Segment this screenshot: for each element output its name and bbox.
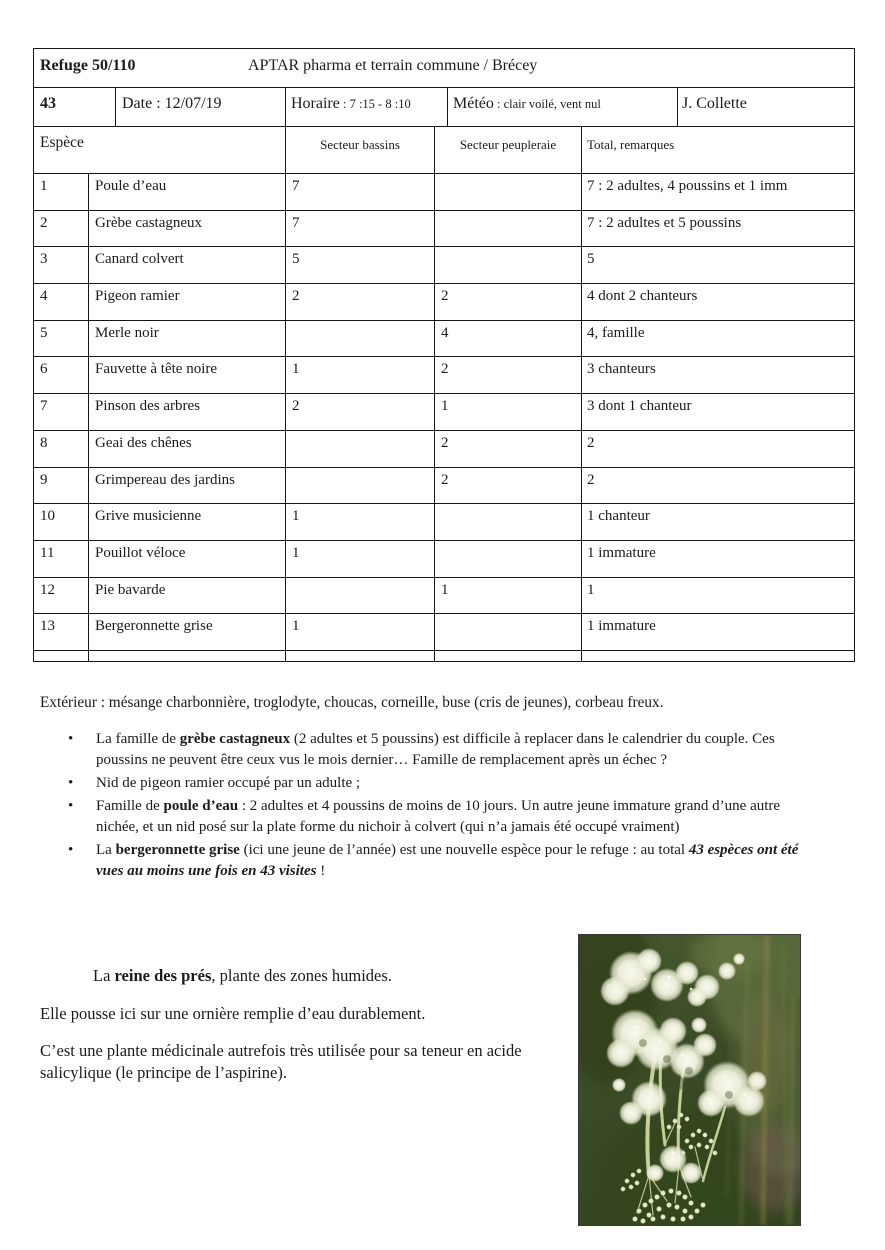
cell-species: Grimpereau des jardins xyxy=(89,468,286,504)
reine-des-pres-photo xyxy=(578,934,801,1226)
bullet-icon: • xyxy=(68,731,74,747)
cell-bassins: 7 xyxy=(286,211,435,247)
cell-peupleraie: 2 xyxy=(435,431,582,467)
cell-total: 1 chanteur xyxy=(587,508,650,525)
cell-total: 3 dont 1 chanteur xyxy=(587,398,692,415)
remark-item-poule-eau xyxy=(62,796,804,838)
visit-time xyxy=(286,88,448,126)
cell-row-number: 10 xyxy=(34,504,89,540)
table-header-row xyxy=(34,127,854,174)
time-label: Horaire xyxy=(291,95,340,112)
cell-species: Pouillot véloce xyxy=(89,541,286,577)
observation-table xyxy=(33,48,855,662)
cell-bassins: 1 xyxy=(286,614,435,650)
remark-item-bergeronnette xyxy=(62,840,804,882)
cell-bassins xyxy=(286,468,435,504)
cell-total: 5 xyxy=(587,251,595,268)
plant-caption: La reine des prés, plante des zones humides. xyxy=(93,966,392,985)
table-row xyxy=(34,284,854,321)
cell-total: 1 immature xyxy=(587,544,656,561)
cell-total: 4, famille xyxy=(587,324,645,341)
cell-bassins xyxy=(286,321,435,357)
cell-peupleraie: 2 xyxy=(435,468,582,504)
cell-bassins: 5 xyxy=(286,247,435,283)
exterior-species-line: Extérieur : mésange charbonnière, troglodyte, choucas, corneille, buse (cris de jeunes), corbeau freux. xyxy=(40,694,664,711)
cell-row-number: 9 xyxy=(34,468,89,504)
col-header-bassins: Secteur bassins xyxy=(286,127,435,173)
cell-total: 2 xyxy=(587,434,595,451)
cell-row-number: 3 xyxy=(34,247,89,283)
plant-paragraph: C’est une plante médicinale autrefois très utilisée pour sa teneur en acide salicylique (le principe de l’aspirine). xyxy=(40,1041,522,1082)
cell-row-number: 6 xyxy=(34,357,89,393)
remarks-list xyxy=(62,729,804,884)
remark-text: La famille de grèbe castagneux (2 adultes et 5 poussins) est difficile à replacer dans le calendrier du couple. Ces poussins ne peuvent être ceux vus le mois dernier… Famille de remplacement après un échec ? xyxy=(96,731,775,768)
table-row xyxy=(34,431,854,468)
site-name: APTAR pharma et terrain commune / Brécey xyxy=(248,57,538,74)
table-row xyxy=(34,247,854,284)
cell-bassins: 1 xyxy=(286,504,435,540)
cell-bassins xyxy=(286,431,435,467)
cell-peupleraie: 1 xyxy=(435,578,582,614)
cell-bassins: 1 xyxy=(286,541,435,577)
remark-text: La bergeronnette grise (ici une jeune de l’année) est une nouvelle espèce pour le refuge : au total 43 espèces ont été vues au moins une fois en 43 visites ! xyxy=(96,842,799,879)
cell-species: Pigeon ramier xyxy=(89,284,286,320)
cell-species: Canard colvert xyxy=(89,247,286,283)
plant-paragraph: Elle pousse ici sur une ornière remplie d’eau durablement. xyxy=(40,1004,426,1023)
refuge-number: Refuge 50/110 xyxy=(40,57,136,74)
col-header-total: Total, remarques xyxy=(587,137,675,152)
time-value: : 7 :15 - 8 :10 xyxy=(339,97,411,111)
cell-empty xyxy=(34,651,89,661)
cell-bassins xyxy=(286,578,435,614)
col-header-peupleraie: Secteur peupleraie xyxy=(435,127,582,173)
cell-row-number: 13 xyxy=(34,614,89,650)
cell-peupleraie xyxy=(435,541,582,577)
cell-bassins: 1 xyxy=(286,357,435,393)
cell-row-number: 1 xyxy=(34,174,89,210)
remark-item-grebe xyxy=(62,729,804,771)
title-cell xyxy=(34,49,854,87)
cell-row-number: 5 xyxy=(34,321,89,357)
cell-peupleraie: 2 xyxy=(435,284,582,320)
cell-species: Grive musicienne xyxy=(89,504,286,540)
observer-name: J. Collette xyxy=(682,95,747,112)
col-header-espece: Espèce xyxy=(34,127,286,173)
cell-empty xyxy=(286,651,435,661)
cell-bassins: 2 xyxy=(286,394,435,430)
bullet-icon: • xyxy=(68,798,74,814)
cell-species: Poule d’eau xyxy=(89,174,286,210)
cell-species: Grèbe castagneux xyxy=(89,211,286,247)
cell-row-number: 12 xyxy=(34,578,89,614)
bullet-icon: • xyxy=(68,775,74,791)
table-row xyxy=(34,578,854,615)
cell-row-number: 11 xyxy=(34,541,89,577)
cell-empty xyxy=(435,651,582,661)
cell-peupleraie: 2 xyxy=(435,357,582,393)
cell-row-number: 4 xyxy=(34,284,89,320)
table-title-row xyxy=(34,49,854,88)
table-row-empty xyxy=(34,651,854,661)
visit-number: 43 xyxy=(34,88,116,126)
cell-peupleraie: 4 xyxy=(435,321,582,357)
cell-total: 7 : 2 adultes et 5 poussins xyxy=(587,214,742,231)
cell-species: Fauvette à tête noire xyxy=(89,357,286,393)
cell-row-number: 2 xyxy=(34,211,89,247)
cell-total: 1 immature xyxy=(587,618,656,635)
cell-total: 2 xyxy=(587,471,595,488)
visit-weather xyxy=(448,88,678,126)
visit-date: Date : 12/07/19 xyxy=(116,88,286,126)
weather-label: Météo xyxy=(453,95,494,112)
cell-species: Merle noir xyxy=(89,321,286,357)
cell-peupleraie xyxy=(435,504,582,540)
cell-row-number: 7 xyxy=(34,394,89,430)
cell-total: 3 chanteurs xyxy=(587,361,656,378)
table-row xyxy=(34,174,854,211)
meadowsweet-illustration xyxy=(579,935,800,1225)
cell-bassins: 7 xyxy=(286,174,435,210)
cell-species: Pinson des arbres xyxy=(89,394,286,430)
table-row xyxy=(34,541,854,578)
cell-row-number: 8 xyxy=(34,431,89,467)
cell-peupleraie xyxy=(435,614,582,650)
weather-value: : clair voilé, vent nul xyxy=(493,97,601,111)
cell-species: Geai des chênes xyxy=(89,431,286,467)
cell-total: 4 dont 2 chanteurs xyxy=(587,288,698,305)
remark-text: Nid de pigeon ramier occupé par un adulte ; xyxy=(96,775,361,791)
cell-peupleraie xyxy=(435,211,582,247)
cell-total: 1 xyxy=(587,581,595,598)
table-row xyxy=(34,614,854,651)
cell-peupleraie xyxy=(435,174,582,210)
cell-species: Pie bavarde xyxy=(89,578,286,614)
remark-item-pigeon xyxy=(62,773,804,794)
cell-empty xyxy=(582,651,854,661)
table-meta-row xyxy=(34,88,854,127)
table-row xyxy=(34,357,854,394)
cell-peupleraie: 1 xyxy=(435,394,582,430)
table-row xyxy=(34,468,854,505)
table-row xyxy=(34,321,854,358)
cell-peupleraie xyxy=(435,247,582,283)
cell-empty xyxy=(89,651,286,661)
table-row xyxy=(34,504,854,541)
cell-total: 7 : 2 adultes, 4 poussins et 1 imm xyxy=(587,178,788,194)
table-row xyxy=(34,394,854,431)
bullet-icon: • xyxy=(68,842,74,858)
table-row xyxy=(34,211,854,248)
remark-text: Famille de poule d’eau : 2 adultes et 4 poussins de moins de 10 jours. Un autre jeune immature grand d’une autre nichée, et un nid posé sur la plate forme du nichoir à colvert (qui n’a jamais été occupé vraiment) xyxy=(96,798,781,835)
cell-species: Bergeronnette grise xyxy=(89,614,286,650)
cell-bassins: 2 xyxy=(286,284,435,320)
